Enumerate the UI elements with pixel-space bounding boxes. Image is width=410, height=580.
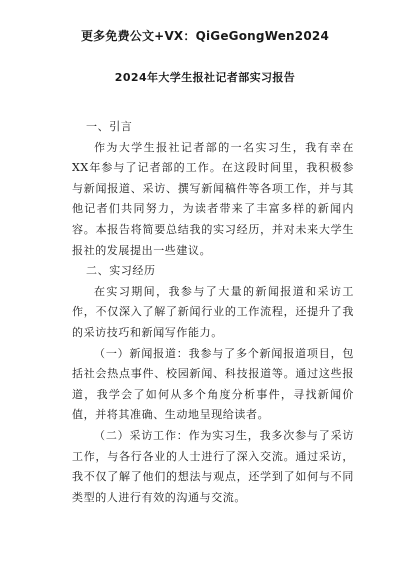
section-heading-experience: 二、实习经历 xyxy=(86,264,156,278)
document-title: 2024年大学生报社记者部实习报告 xyxy=(114,71,296,84)
paragraph-intro: 作为大学生报社记者部的一名实习生，我有幸在XX年参与了记者部的工作。在这段时间里，我积极参与新闻报道、采访、撰写新闻稿件等各项工作，并与其他记者们共同努力，为读者带来了丰富多样的新闻内容。本报告将简要总结我的实习经历，并对未来大学生报社的发展提出一些建议。 xyxy=(72,140,354,257)
paragraph-interview-work: （二）采访工作：作为实习生，我多次参与了采访工作，与各行各业的人士进行了深入交流。通过采访，我不仅了解了他们的想法与观点，还学到了如何与不同类型的人进行有效的沟通与交流。 xyxy=(72,428,354,504)
header-watermark: 更多免费公文+VX：QiGeGongWen2024 xyxy=(80,29,329,43)
section-heading-intro: 一、引言 xyxy=(86,120,133,133)
paragraph-news-reporting: （一）新闻报道：我参与了多个新闻报道项目，包括社会热点事件、校园新闻、科技报道等。通过这些报道，我学会了如何从多个角度分析事件，寻找新闻价值，并将其准确、生动地呈现给读者。 xyxy=(72,346,354,422)
paragraph-experience-overview: 在实习期间，我参与了大量的新闻报道和采访工作，不仅深入了解了新闻行业的工作流程，还提升了我的采访技巧和新闻写作能力。 xyxy=(72,284,354,339)
document-body xyxy=(72,117,354,508)
